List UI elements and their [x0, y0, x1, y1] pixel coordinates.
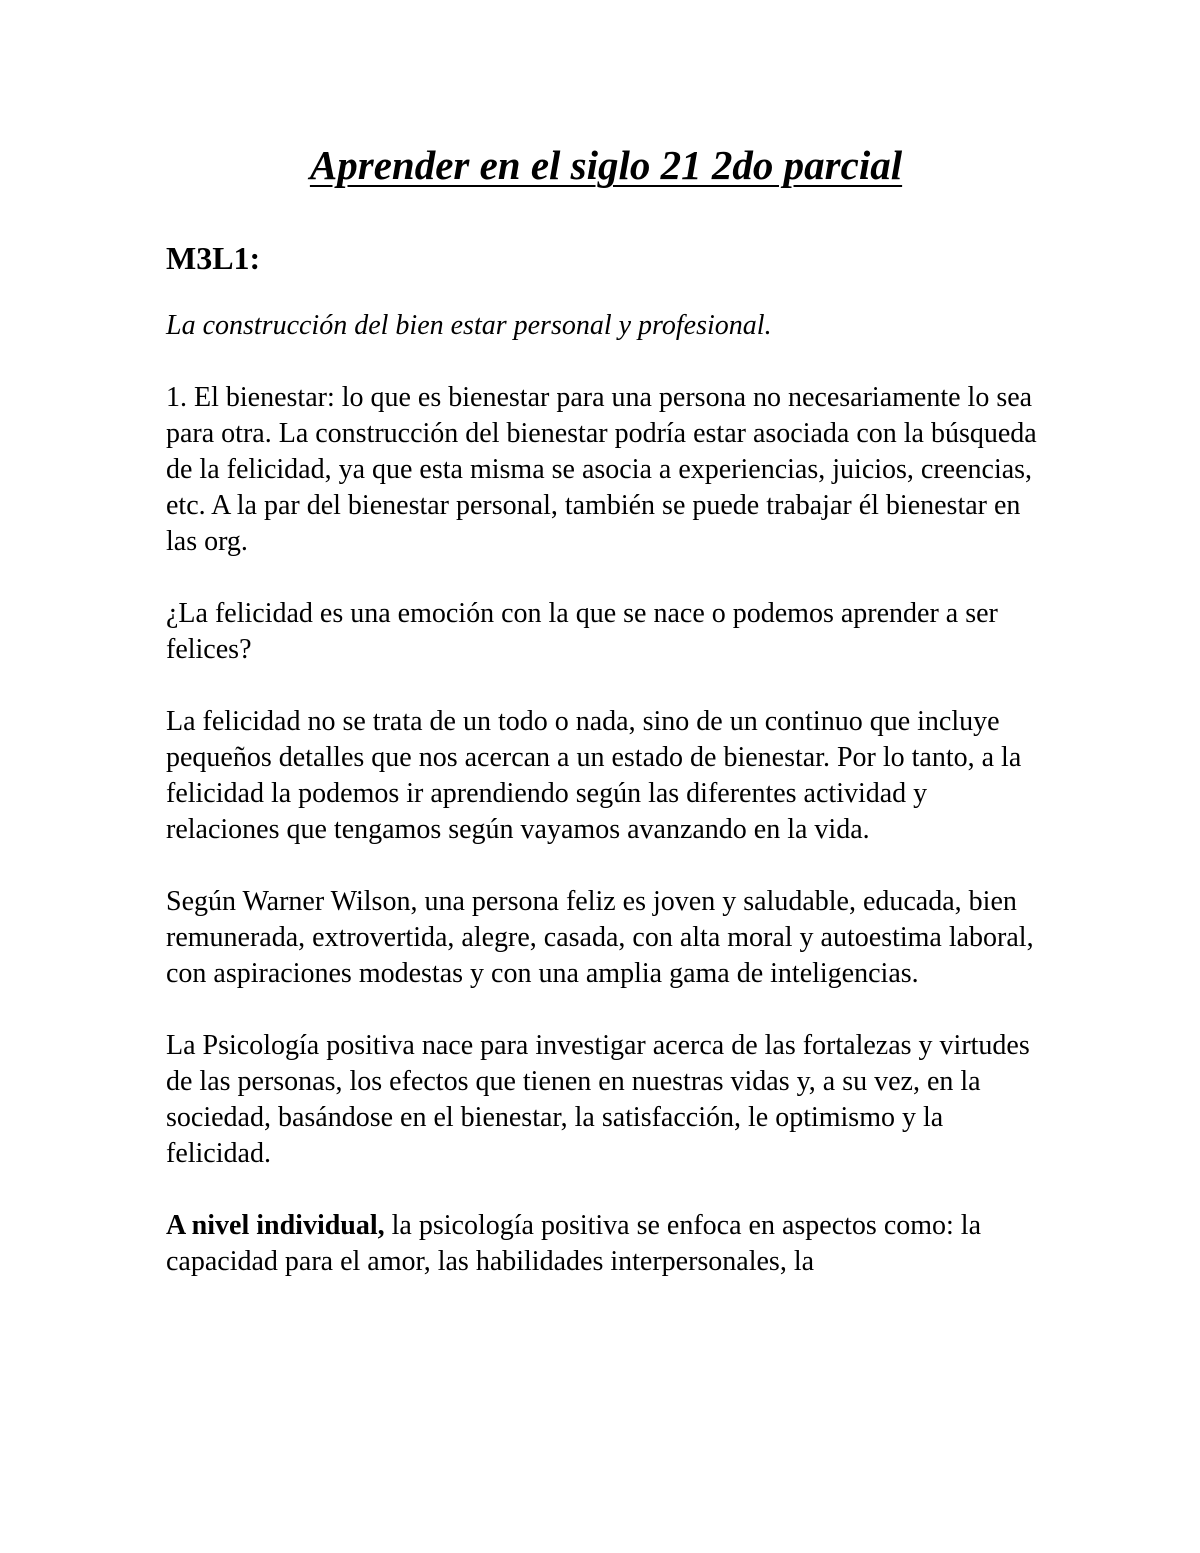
paragraph-psicologia-positiva: La Psicología positiva nace para investigar acerca de las fortalezas y virtudes de las personas, los efectos que tienen en nuestras vidas y, a su vez, en la sociedad, basándose en el bienestar, la satisfacción, le optimismo y la felicidad.: [166, 1030, 1030, 1169]
paragraph-nivel-individual: [166, 1208, 1046, 1280]
document-title: Aprender en el siglo 21 2do parcial: [309, 142, 903, 188]
module-heading: M3L1:: [166, 240, 261, 276]
bold-lead-text: A nivel individual,: [166, 1210, 385, 1241]
paragraph-bienestar: 1. El bienestar: lo que es bienestar para una persona no necesariamente lo sea para otra. La construcción del bienestar podría estar asociada con la búsqueda de la felicidad, ya que esta misma se asocia a experiencias, juicios, creencias, etc. A la par del bienestar personal, también se puede trabajar él bienestar en las org.: [166, 382, 1037, 557]
lesson-subtitle: La construcción del bien estar personal y profesional.: [166, 310, 772, 341]
paragraph-rest-text: la psicología positiva se enfoca en aspectos como: la capacidad para el amor, las habilidades interpersonales, la: [166, 1210, 982, 1277]
paragraph-felicidad: La felicidad no se trata de un todo o nada, sino de un continuo que incluye pequeños detalles que nos acercan a un estado de bienestar. Por lo tanto, a la felicidad la podemos ir aprendiendo según las diferentes actividad y relaciones que tengamos según vayamos avanzando en la vida.: [166, 706, 1022, 845]
document-content: [166, 138, 1046, 1280]
paragraph-warner-wilson: Según Warner Wilson, una persona feliz es joven y saludable, educada, bien remunerada, extrovertida, alegre, casada, con alta moral y autoestima laboral, con aspiraciones modestas y con una amplia gama de inteligencias.: [166, 886, 1034, 989]
paragraph-question: ¿La felicidad es una emoción con la que se nace o podemos aprender a ser felices?: [166, 598, 998, 665]
